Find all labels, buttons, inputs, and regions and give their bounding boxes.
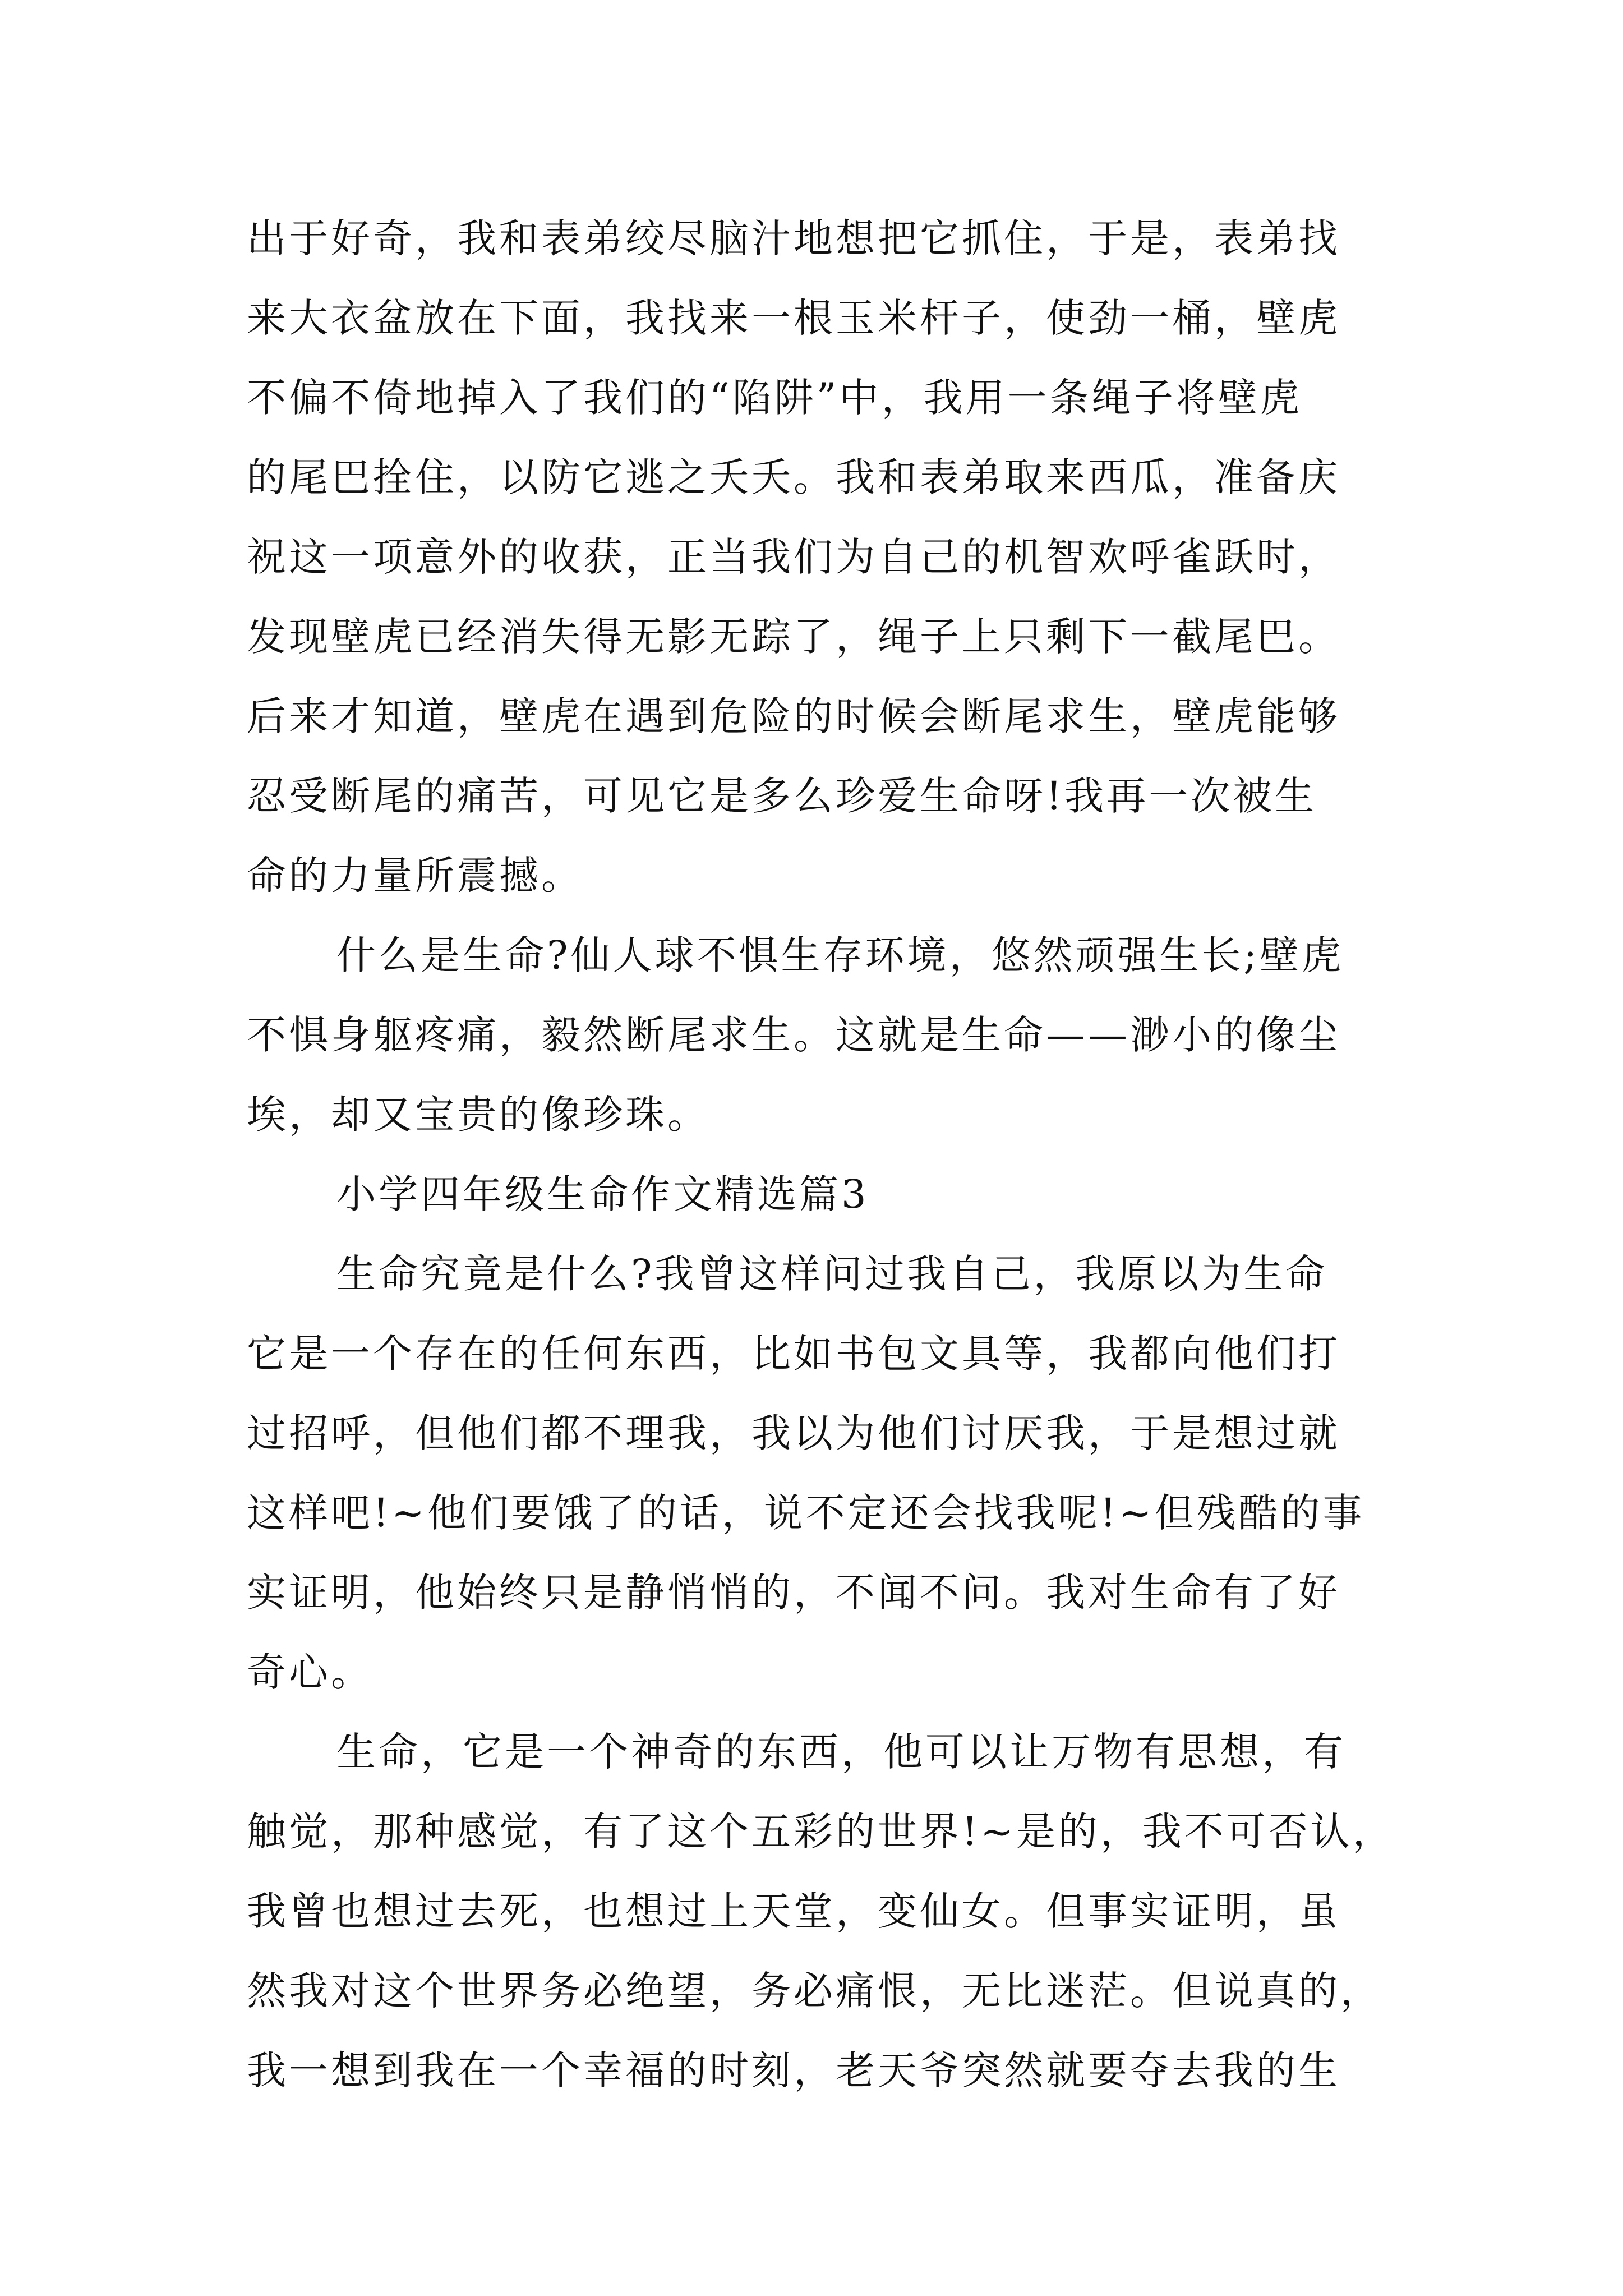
- text-line: 然我对这个世界务必绝望，务必痛恨，无比迷茫。但说真的，: [247, 1968, 1382, 2014]
- text-line: 不偏不倚地掉入了我们的“陷阱”中，我用一条绳子将壁虎: [247, 375, 1302, 421]
- text-line: 出于好奇，我和表弟绞尽脑汁地想把它抓住，于是，表弟找: [247, 215, 1340, 261]
- text-line: 发现壁虎已经消失得无影无踪了，绳子上只剩下一截尾巴。: [247, 614, 1340, 660]
- text-line: 的尾巴拴住，以防它逃之夭夭。我和表弟取来西瓜，准备庆: [247, 454, 1340, 500]
- paragraph-start-line: 生命，它是一个神奇的东西，他可以让万物有思想，有: [336, 1729, 1346, 1775]
- text-line: 后来才知道，壁虎在遇到危险的时候会断尾求生，壁虎能够: [247, 693, 1340, 739]
- section-heading: 小学四年级生命作文精选篇3: [336, 1171, 869, 1217]
- text-line: 埃，却又宝贵的像珍珠。: [247, 1092, 709, 1138]
- text-line: 这样吧!~他们要饿了的话，说不定还会找我呢!~但残酷的事: [247, 1490, 1365, 1536]
- text-line: 来大衣盆放在下面，我找来一根玉米杆子，使劲一桶，壁虎: [247, 295, 1340, 341]
- text-line: 不惧身躯疼痛，毅然断尾求生。这就是生命——渺小的像尘: [247, 1012, 1340, 1058]
- text-line: 忍受断尾的痛苦，可见它是多么珍爱生命呀!我再一次被生: [247, 773, 1317, 819]
- text-line: 我曾也想过去死，也想过上天堂，变仙女。但事实证明，虽: [247, 1888, 1340, 1934]
- text-line: 它是一个存在的任何东西，比如书包文具等，我都向他们打: [247, 1331, 1340, 1377]
- text-line: 触觉，那种感觉，有了这个五彩的世界!~是的，我不可否认，: [247, 1809, 1395, 1855]
- text-line: 祝这一项意外的收获，正当我们为自己的机智欢呼雀跃时，: [247, 534, 1340, 580]
- text-line: 实证明，他始终只是静悄悄的，不闻不问。我对生命有了好: [247, 1570, 1340, 1616]
- paragraph-start-line: 什么是生命?仙人球不惧生存环境，悠然顽强生长;壁虎: [336, 932, 1344, 978]
- text-line: 过招呼，但他们都不理我，我以为他们讨厌我，于是想过就: [247, 1410, 1340, 1456]
- text-line: 命的力量所震撼。: [247, 853, 583, 899]
- text-line: 我一想到我在一个幸福的时刻，老天爷突然就要夺去我的生: [247, 2047, 1340, 2093]
- paragraph-start-line: 生命究竟是什么?我曾这样问过我自己，我原以为生命: [336, 1251, 1328, 1297]
- text-line: 奇心。: [247, 1649, 373, 1695]
